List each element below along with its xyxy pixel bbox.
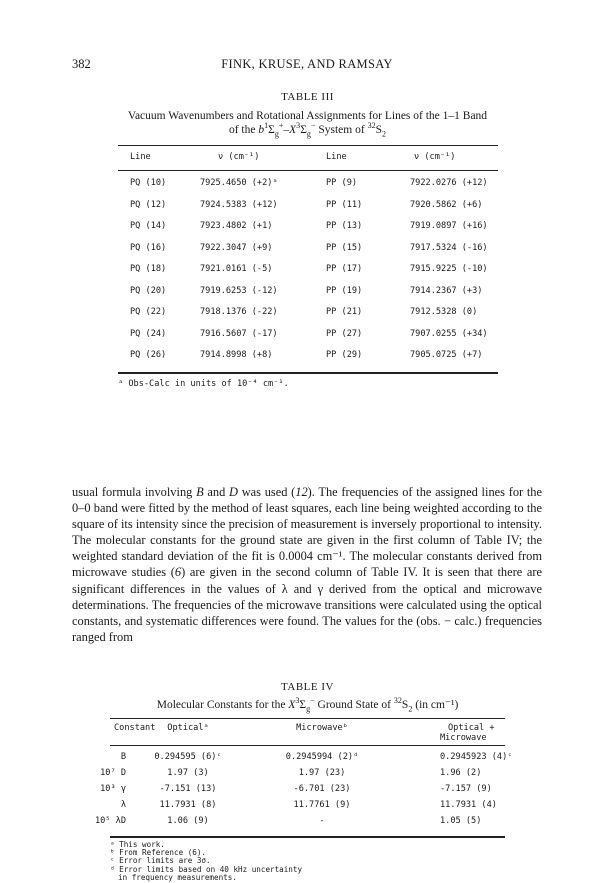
table4-row bbox=[0, 752, 615, 764]
table4-cell-optical: 1.97 (3) bbox=[167, 768, 209, 778]
page-number: 382 bbox=[72, 57, 91, 71]
table4-header-row bbox=[0, 723, 615, 745]
table4-footnote: ᶜ Error limits are 3σ. bbox=[110, 856, 211, 866]
table3-row bbox=[0, 200, 615, 212]
table3-cell-nu-1: 7921.0161 (-5) bbox=[200, 264, 273, 274]
table4-header-combined-1: Optical + bbox=[448, 723, 495, 733]
table3-cell-line-2: PP (21) bbox=[326, 307, 363, 317]
table3-row bbox=[0, 243, 615, 255]
table4-cell-combined: 1.96 (2) bbox=[440, 768, 482, 778]
table3-row bbox=[0, 178, 615, 190]
table4-header-rule bbox=[110, 745, 505, 746]
table4-bottom-rule bbox=[110, 836, 505, 838]
table4-label: TABLE IV bbox=[281, 681, 334, 693]
table4-cell-microwave: 1.97 (23) bbox=[298, 768, 346, 778]
table3-row bbox=[0, 286, 615, 298]
table3-title-line1: Vacuum Wavenumbers and Rotational Assignments for Lines of the 1–1 Band bbox=[127, 110, 488, 122]
table3-row bbox=[0, 307, 615, 319]
table3-cell-nu-2: 7922.0276 (+12) bbox=[410, 178, 488, 188]
table4-header-combined-2: Microwave bbox=[440, 733, 487, 743]
table4-title: Molecular Constants for the $X^3\Sigma_g^-$ Ground State of $^{32}S_2$ (in cm⁻¹) bbox=[156, 696, 459, 714]
table4-header-microwave: Microwaveᵇ bbox=[296, 723, 348, 733]
table4-footnote: in frequency measurements. bbox=[118, 872, 237, 882]
table3-cell-nu-1: 7924.5383 (+12) bbox=[200, 199, 278, 210]
table3-row bbox=[0, 329, 615, 341]
table4-cell-combined: 11.7931 (4) bbox=[440, 800, 497, 810]
table3-cell-line-1: PQ (26) bbox=[130, 350, 167, 360]
table3-cell-nu-2: 7920.5862 (+6) bbox=[410, 199, 483, 210]
table3-cell-nu-2: 7907.0255 (+34) bbox=[410, 328, 488, 339]
table4-cell-constant: B bbox=[120, 752, 126, 762]
table3-cell-line-1: PQ (10) bbox=[130, 178, 167, 188]
table3-cell-line-1: PQ (22) bbox=[130, 307, 167, 317]
table3-cell-nu-1: 7914.8998 (+8) bbox=[200, 350, 273, 360]
table3-cell-line-2: PP (11) bbox=[326, 199, 363, 210]
table3-cell-nu-2: 7919.0897 (+16) bbox=[410, 221, 488, 231]
running-head bbox=[72, 57, 542, 73]
table3-cell-nu-1: 7922.3047 (+9) bbox=[200, 242, 273, 253]
table4-cell-constant: 10⁵ λD bbox=[94, 816, 126, 826]
table3-cell-nu-1: 7923.4802 (+1) bbox=[200, 221, 273, 231]
table4-footnote: ᵃ This work. bbox=[110, 840, 165, 849]
table3-row bbox=[0, 221, 615, 233]
table3-row bbox=[0, 350, 615, 362]
table4-cell-optical: 11.7931 (8) bbox=[159, 800, 217, 810]
table3-cell-nu-2: 7915.9225 (-10) bbox=[410, 264, 488, 274]
table4-cell-constant: 10³ γ bbox=[100, 784, 126, 794]
table3-cell-nu-1: 7925.4650 (+2)ᵃ bbox=[200, 178, 278, 188]
table4-cell-constant: 10⁷ D bbox=[100, 768, 126, 778]
table4-cell-combined: -7.157 (9) bbox=[440, 784, 492, 794]
table4-cell-optical: -7.151 (13) bbox=[159, 784, 217, 794]
table3-cell-nu-2: 7917.5324 (-16) bbox=[410, 242, 488, 253]
table3-cell-line-1: PQ (20) bbox=[130, 285, 167, 296]
table3-header-line-2: Line bbox=[326, 152, 347, 162]
table4-cell-microwave: -6.701 (23) bbox=[293, 784, 351, 794]
table3-cell-nu-1: 7919.6253 (-12) bbox=[200, 285, 278, 296]
table4-cell-optical: 0.294595 (6)ᶜ bbox=[154, 752, 222, 762]
table3-header-line-1: Line bbox=[130, 152, 151, 162]
table4-header-constant: Constant bbox=[114, 723, 156, 733]
table4-top-rule bbox=[110, 718, 505, 719]
table4-cell-constant: λ bbox=[120, 800, 126, 810]
table4-cell-optical: 1.06 (9) bbox=[167, 816, 209, 826]
table3-cell-nu-1: 7918.1376 (-22) bbox=[200, 307, 278, 317]
table3-row bbox=[0, 264, 615, 276]
table3-title-line2: of the $b^1\Sigma_g^+-X^3\Sigma_g^-$ System of $^{32}S_2$ bbox=[228, 121, 387, 139]
table3-cell-nu-1: 7916.5607 (-17) bbox=[200, 328, 278, 339]
table3-top-rule bbox=[118, 145, 498, 146]
table4-row bbox=[0, 800, 615, 812]
table4-row bbox=[0, 784, 615, 796]
table4-row bbox=[0, 816, 615, 828]
table4-footnote: ᵈ Error limits based on 40 kHz uncertainty bbox=[110, 864, 303, 874]
table4-cell-microwave: 11.7761 (9) bbox=[293, 800, 351, 810]
table4-footnote: ᵇ From Reference (6). bbox=[110, 848, 207, 858]
table3-cell-nu-2: 7914.2367 (+3) bbox=[410, 285, 483, 296]
table3-cell-line-2: PP (29) bbox=[326, 350, 363, 360]
table4-cell-combined: 0.2945923 (4)ᶜ bbox=[440, 752, 513, 762]
table4-cell-combined: 1.05 (5) bbox=[440, 816, 482, 826]
table3-cell-line-2: PP (27) bbox=[326, 328, 363, 339]
table4-cell-microwave: 0.2945994 (2)ᵈ bbox=[285, 752, 359, 762]
table4-header-optical: Opticalᵃ bbox=[167, 723, 209, 733]
table3-cell-line-1: PQ (24) bbox=[130, 328, 167, 339]
body-paragraph: usual formula involving B and D was used (12). The frequencies of the assigned lines for the 0–0 band were fitted by the method of least squares, each line being weighted according to the square of its intensity since the precision of measurement is inversely proportional to intensity. The molecular constants for the ground state are given in the first column of Table IV; the weighted standard deviation of the fit is 0.0004 cm⁻¹. The molecular constants derived from microwave studies (6) are given in the second column of Table IV. It is seen that there are significant differences in the values of λ and γ derived from the optical and microwave determinations. The frequencies of the microwave transitions were calculated using the optical constants, and systematic differences were found. The values for the (obs. − calc.) frequencies ranged from bbox=[72, 485, 543, 644]
table3-cell-nu-2: 7912.5328 (0) bbox=[410, 307, 478, 317]
table4-row bbox=[0, 768, 615, 780]
table3-cell-line-1: PQ (14) bbox=[130, 221, 167, 231]
table3-cell-line-1: PQ (12) bbox=[130, 199, 167, 210]
table3-cell-line-2: PP (13) bbox=[326, 221, 363, 231]
table3-header-rule bbox=[118, 170, 498, 171]
table3-cell-line-2: PP (9) bbox=[326, 178, 358, 188]
table3-bottom-rule bbox=[118, 372, 498, 374]
table3-footnote: ᵃ Obs-Calc in units of 10⁻⁴ cm⁻¹. bbox=[118, 379, 289, 389]
table3-header-row bbox=[0, 152, 615, 164]
table3-cell-line-2: PP (15) bbox=[326, 242, 363, 253]
table3-cell-line-1: PQ (16) bbox=[130, 242, 167, 253]
table3-label: TABLE III bbox=[281, 91, 334, 103]
table3-header-nu-2: ν (cm⁻¹) bbox=[414, 152, 456, 162]
table4-cell-microwave: - bbox=[319, 816, 325, 826]
table3-header-nu-1: ν (cm⁻¹) bbox=[218, 152, 260, 162]
table3-cell-line-2: PP (17) bbox=[326, 264, 363, 274]
table3-cell-nu-2: 7905.0725 (+7) bbox=[410, 350, 483, 360]
table3-cell-line-1: PQ (18) bbox=[130, 264, 167, 274]
running-head-authors: FINK, KRUSE, AND RAMSAY bbox=[221, 57, 393, 71]
table3-cell-line-2: PP (19) bbox=[326, 285, 363, 296]
